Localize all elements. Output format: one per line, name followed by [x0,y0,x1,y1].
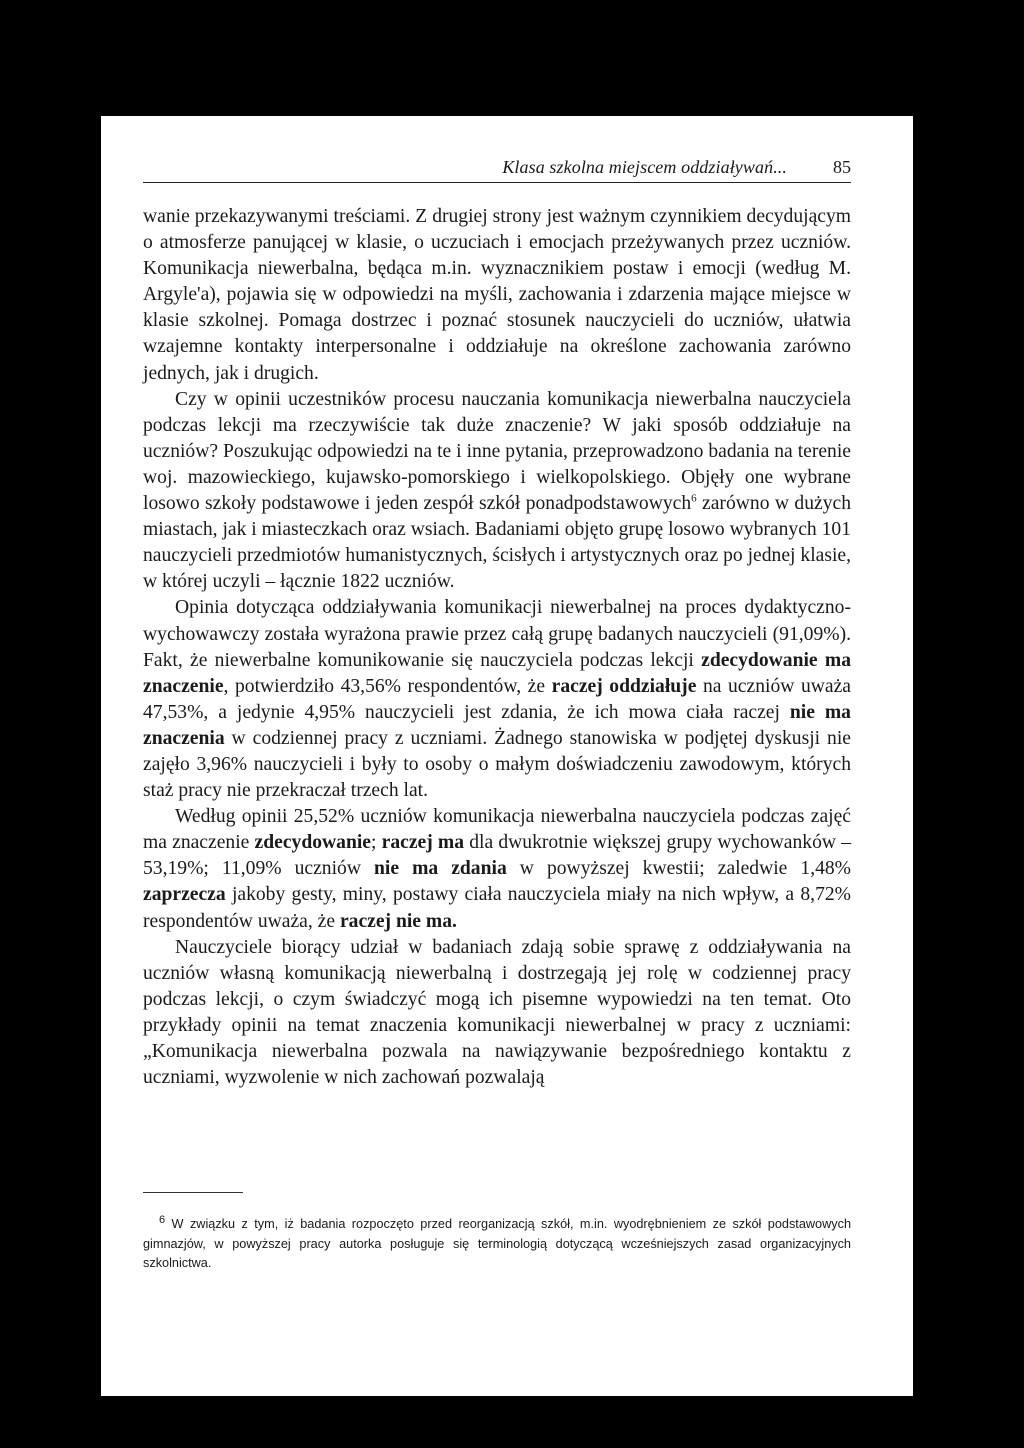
paragraph-2 [143,387,851,596]
emphasis-rather-has: raczej ma [381,832,465,854]
emphasis-definitely: zdecydowanie [254,832,371,854]
emphasis-rather-influences: raczej oddziałuje [551,675,697,697]
paragraph-4-text-f: jakoby gesty, miny, postawy ciała nauczyciela miały na nich wpływ, a 8,72% respondentów uważa, że [143,884,851,932]
paragraph-1: wanie przekazywanymi treściami. Z drugiej strony jest ważnym czynnikiem decydującym o atmosferze panującej w klasie, o uczuciach i emocjach przeżywanych przez uczniów. Komunikacja niewerbalna, będąca m.in. wyznacznikiem postaw i emocji (według M. Argyle'a), pojawia się w odpowiedzi na myśli, zachowania i zdarzenia mające miejsce w klasie szkolnej. Pomaga dostrzec i poznać stosunek nauczycieli do uczniów, ułatwia wzajemne kontakty interpersonalne i oddziałuje na określone zachowania zarówno jednych, jak i drugich. [143,206,851,384]
paragraph-4-text-a: Według opinii 25,52% uczniów komunikacja niewerbalna nauczyciela podczas zajęć ma znaczenie [143,806,851,854]
main-text [143,204,851,1091]
emphasis-definitely-matters: zdecydowanie ma znaczenie [143,649,851,697]
paragraph-4 [143,804,851,934]
paragraph-3-text-c: , potwierdziło 43,56% respondentów, że [223,675,552,697]
emphasis-does-not-matter: nie ma znaczenia [143,701,851,749]
emphasis-denies: zaprzecza [143,884,226,906]
paragraph-3 [143,595,851,804]
paragraph-4-text-c: ; [371,832,382,854]
paragraph-4-text-d: dla dwukrotnie większej grupy wychowanków – 53,19%; 11,09% uczniów [143,832,852,880]
footnote-rule [143,1192,243,1193]
footnote-6 [143,1215,851,1274]
running-title: Klasa szkolna miejscem oddziaływań... [502,157,787,177]
paragraph-3-text-d: na uczniów uważa 47,53%, a jedynie 4,95% nauczycieli jest zdania, że ich mowa ciała raczej [143,675,851,723]
footnote [143,1215,851,1274]
paragraph-2-text-b: zarówno w dużych miastach, jak i miasteczkach oraz wsiach. Badaniami objęto grupę losowo wybranych 101 nauczycieli przedmiotów humanistycznych, ścisłych i artystycznych oraz po jednej klasie, w której uczyli – łącznie 1822 uczniów. [143,493,851,593]
header-rule [143,182,851,183]
footnote-reference: 6 [691,492,697,505]
paragraph-5: Nauczyciele biorący udział w badaniach zdają sobie sprawę z oddziaływania na uczniów własną komunikacją niewerbalną i dostrzegają jej rolę w codziennej pracy podczas lekcji, o czym świadczyć mogą ich pisemne wypowiedzi na ten temat. Oto przykłady opinii na temat znaczenia komunikacji niewerbalnej w pracy z uczniami: „Komunikacja niewerbalna pozwala na nawiązywanie bezpośredniego kontaktu z uczniami, wyzwolenie w nich zachowań pozwalają [143,936,851,1089]
paragraph-3-text-e: w codziennej pracy z uczniami. Żadnego stanowiska w podjętej dyskusji nie zajęło 3,96% nauczycieli i były to osoby o małym doświadczeniu zawodowym, których staż pracy nie przekraczał trzech lat. [143,727,851,802]
emphasis-rather-not: raczej nie ma. [339,910,457,932]
paragraph-3-text-a: Opinia dotycząca oddziaływania komunikacji niewerbalnej na proces dydaktyczno-wychowawczy została wyrażona prawie przez całą grupę badanych nauczycieli (91,09%). Fakt, że niewerbalne komunikowanie się nauczyciela podczas lekcji [143,597,851,671]
running-header [143,155,851,185]
footnote-marker: 6 [159,1213,166,1226]
page-number: 85 [833,157,851,177]
paragraph-4-text-e: w powyższej kwestii; zaledwie 1,48% [506,858,852,880]
footnote-text: W związku z tym, iż badania rozpoczęto przed reorganizacją szkół, m.in. wyodrębnieniem ze szkół podstawowych gimnazjów, w powyższej pracy autorka posługuje się terminologią dotyczącą wcześniejszych zasad organizacyjnych szkolnictwa. [143,1217,851,1270]
emphasis-no-opinion: nie ma zdania [374,858,507,880]
paragraph-2-text-a: Czy w opinii uczestników procesu nauczania komunikacja niewerbalna nauczyciela podczas lekcji ma rzeczywiście tak duże znaczenie? W jaki sposób oddziałuje na uczniów? Poszukując odpowiedzi na te i inne pytania, przeprowadzono badania na terenie woj. mazowieckiego, kujawsko-pomorskiego i wielkopolskiego. Objęły one wybrane losowo szkoły podstawowe i jeden zespół szkół ponadpodstawowych [143,388,851,515]
